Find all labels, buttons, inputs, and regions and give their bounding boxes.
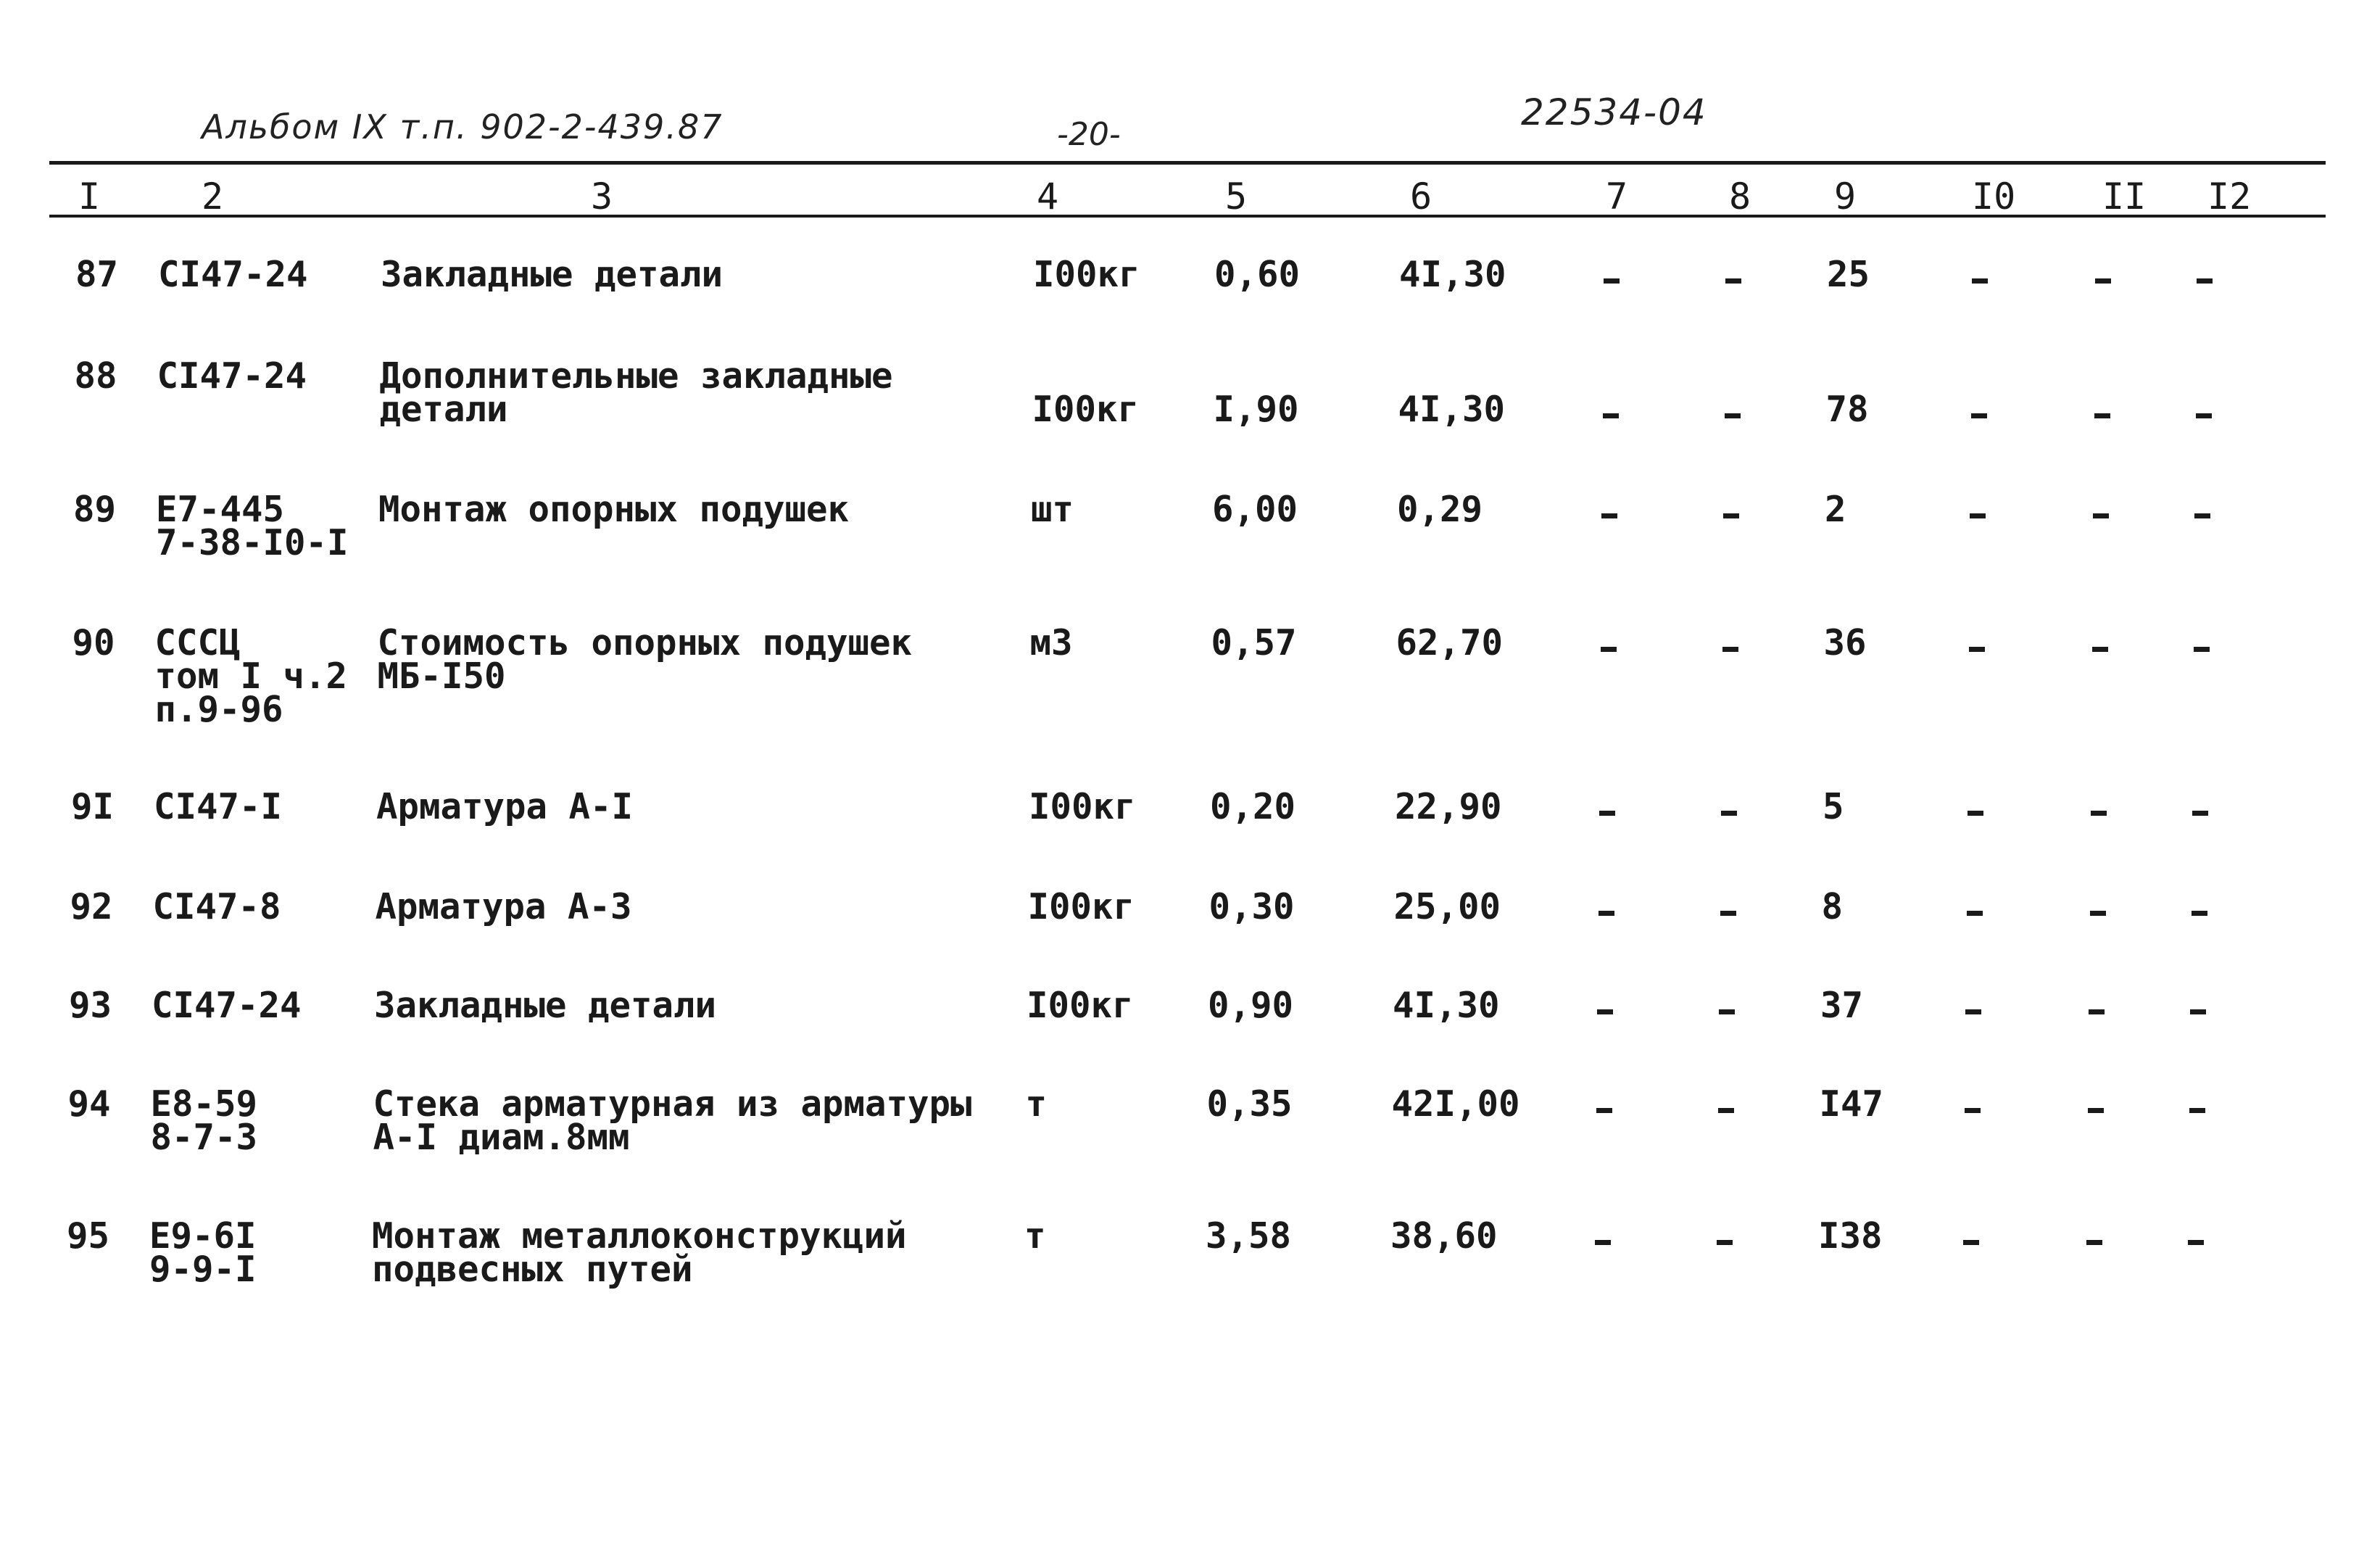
empty-dash-c12 <box>2189 1108 2205 1113</box>
empty-dash-c11 <box>2091 811 2107 816</box>
empty-dash-c12 <box>2190 1009 2206 1014</box>
work-name: Монтаж металлоконструкций подвесных путей <box>372 1215 907 1290</box>
work-name: Дополнительные закладные детали <box>379 355 893 430</box>
column-number-11: II <box>2102 175 2147 218</box>
column-number-2: 2 <box>202 175 224 218</box>
norm-code: CI47-24 <box>157 355 307 397</box>
empty-dash-c8 <box>1725 413 1741 418</box>
row-number: 88 <box>74 355 117 397</box>
column-number-9: 9 <box>1834 175 1857 218</box>
empty-dash-c10 <box>1965 1108 1981 1113</box>
norm-code: CI47-24 <box>158 254 308 295</box>
unit-price: 38,60 <box>1390 1215 1498 1257</box>
empty-dash-c7 <box>1604 278 1620 284</box>
total-cost: 25 <box>1827 254 1870 295</box>
empty-dash-c7 <box>1599 811 1615 816</box>
empty-dash-c12 <box>2188 1240 2204 1245</box>
unit: I00кг <box>1027 886 1135 927</box>
empty-dash-c12 <box>2192 911 2207 916</box>
empty-dash-c7 <box>1603 413 1619 418</box>
total-cost: 37 <box>1820 985 1864 1026</box>
empty-dash-c7 <box>1599 911 1614 916</box>
empty-dash-c11 <box>2093 513 2109 518</box>
row-number: 95 <box>67 1215 110 1257</box>
empty-dash-c11 <box>2094 413 2110 418</box>
empty-dash-c7 <box>1596 1108 1612 1113</box>
empty-dash-c8 <box>1720 911 1736 916</box>
quantity: 0,57 <box>1211 622 1297 663</box>
empty-dash-c10 <box>1971 413 1987 418</box>
unit-price: 4I,30 <box>1399 254 1506 295</box>
quantity: 3,58 <box>1206 1215 1292 1257</box>
work-name: Закладные детали <box>374 985 717 1026</box>
document-code: 22534-04 <box>1521 91 1707 133</box>
column-number-3: 3 <box>591 175 613 218</box>
empty-dash-c8 <box>1721 811 1737 816</box>
empty-dash-c12 <box>2192 811 2208 816</box>
quantity: 0,30 <box>1208 886 1295 927</box>
row-number: 9I <box>71 786 115 827</box>
quantity: 0,60 <box>1214 254 1301 295</box>
empty-dash-c10 <box>1963 1240 1979 1245</box>
empty-dash-c11 <box>2095 278 2111 284</box>
quantity: I,90 <box>1213 389 1299 430</box>
total-cost: I47 <box>1819 1083 1884 1125</box>
norm-code: CI47-I <box>154 786 283 827</box>
empty-dash-c8 <box>1717 1240 1733 1245</box>
empty-dash-c10 <box>1967 911 1983 916</box>
row-number: 93 <box>69 985 112 1026</box>
row-number: 90 <box>72 622 115 663</box>
row-number: 92 <box>70 886 113 927</box>
column-number-4: 4 <box>1037 175 1059 218</box>
total-cost: 5 <box>1823 786 1844 827</box>
page-number: -20- <box>1057 116 1121 153</box>
album-reference: Альбом IX т.п. 902-2-439.87 <box>202 107 723 146</box>
norm-code: CI47-24 <box>152 985 302 1026</box>
norm-code: E7-445 7-38-I0-I <box>156 489 349 563</box>
empty-dash-c11 <box>2088 1108 2104 1113</box>
empty-dash-c10 <box>1970 513 1986 518</box>
total-cost: 36 <box>1823 622 1867 663</box>
unit-price: 62,70 <box>1396 622 1504 663</box>
unit-price: 25,00 <box>1393 886 1501 927</box>
norm-code: СССЦ том I ч.2 п.9-96 <box>154 622 348 730</box>
total-cost: 8 <box>1821 886 1844 927</box>
unit-price: 0,29 <box>1397 489 1483 530</box>
empty-dash-c11 <box>2090 911 2106 916</box>
work-name: Закладные детали <box>381 254 723 295</box>
total-cost: 2 <box>1825 489 1846 530</box>
norm-code: E8-59 8-7-3 <box>150 1083 258 1158</box>
column-number-12: I2 <box>2207 175 2252 218</box>
column-number-5: 5 <box>1225 175 1248 218</box>
work-name: Арматура А-3 <box>375 886 632 927</box>
unit: I00кг <box>1029 786 1136 827</box>
quantity: 6,00 <box>1212 489 1298 530</box>
unit: т <box>1025 1083 1048 1125</box>
quantity: 0,90 <box>1208 985 1294 1026</box>
column-number-10: I0 <box>1972 175 2016 218</box>
unit: I00кг <box>1027 985 1134 1026</box>
unit: м3 <box>1029 622 1073 663</box>
work-name: Монтаж опорных подушек <box>378 489 850 530</box>
norm-code: CI47-8 <box>152 886 281 927</box>
empty-dash-c10 <box>1969 647 1985 652</box>
column-number-1: I <box>78 175 101 218</box>
empty-dash-c12 <box>2197 278 2213 284</box>
row-number: 87 <box>75 254 119 295</box>
column-number-8: 8 <box>1729 175 1751 218</box>
empty-dash-c8 <box>1719 1009 1735 1014</box>
empty-dash-c8 <box>1722 647 1738 652</box>
work-name: Арматура А-I <box>376 786 634 827</box>
unit: т <box>1024 1215 1046 1257</box>
unit-price: 22,90 <box>1395 786 1502 827</box>
empty-dash-c8 <box>1718 1108 1734 1113</box>
empty-dash-c10 <box>1968 811 1983 816</box>
empty-dash-c8 <box>1723 513 1739 518</box>
empty-dash-c11 <box>2092 647 2108 652</box>
unit-price: 4I,30 <box>1398 389 1506 430</box>
work-name: Стека арматурная из арматуры А-I диам.8мм <box>373 1083 972 1158</box>
total-cost: I38 <box>1818 1215 1883 1257</box>
unit-price: 42I,00 <box>1391 1083 1520 1125</box>
empty-dash-c8 <box>1725 278 1741 284</box>
row-number: 89 <box>73 489 117 530</box>
empty-dash-c10 <box>1972 278 1988 284</box>
unit: шт <box>1031 489 1074 530</box>
empty-dash-c11 <box>2086 1240 2102 1245</box>
total-cost: 78 <box>1825 389 1869 430</box>
column-number-7: 7 <box>1606 175 1628 218</box>
unit: I00кг <box>1033 254 1140 295</box>
empty-dash-c12 <box>2194 647 2210 652</box>
empty-dash-c7 <box>1597 1009 1613 1014</box>
norm-code: E9-6I 9-9-I <box>149 1215 257 1290</box>
empty-dash-c7 <box>1595 1240 1611 1245</box>
unit-price: 4I,30 <box>1393 985 1500 1026</box>
empty-dash-c12 <box>2196 413 2212 418</box>
unit: I00кг <box>1032 389 1140 430</box>
empty-dash-c7 <box>1601 647 1617 652</box>
table-top-rule <box>49 161 2326 165</box>
row-number: 94 <box>67 1083 111 1125</box>
quantity: 0,35 <box>1206 1083 1293 1125</box>
column-number-6: 6 <box>1410 175 1432 218</box>
empty-dash-c12 <box>2194 513 2210 518</box>
empty-dash-c7 <box>1601 513 1617 518</box>
work-name: Стоимость опорных подушек МБ-I50 <box>377 622 913 697</box>
empty-dash-c11 <box>2089 1009 2105 1014</box>
empty-dash-c10 <box>1965 1009 1981 1014</box>
quantity: 0,20 <box>1210 786 1296 827</box>
